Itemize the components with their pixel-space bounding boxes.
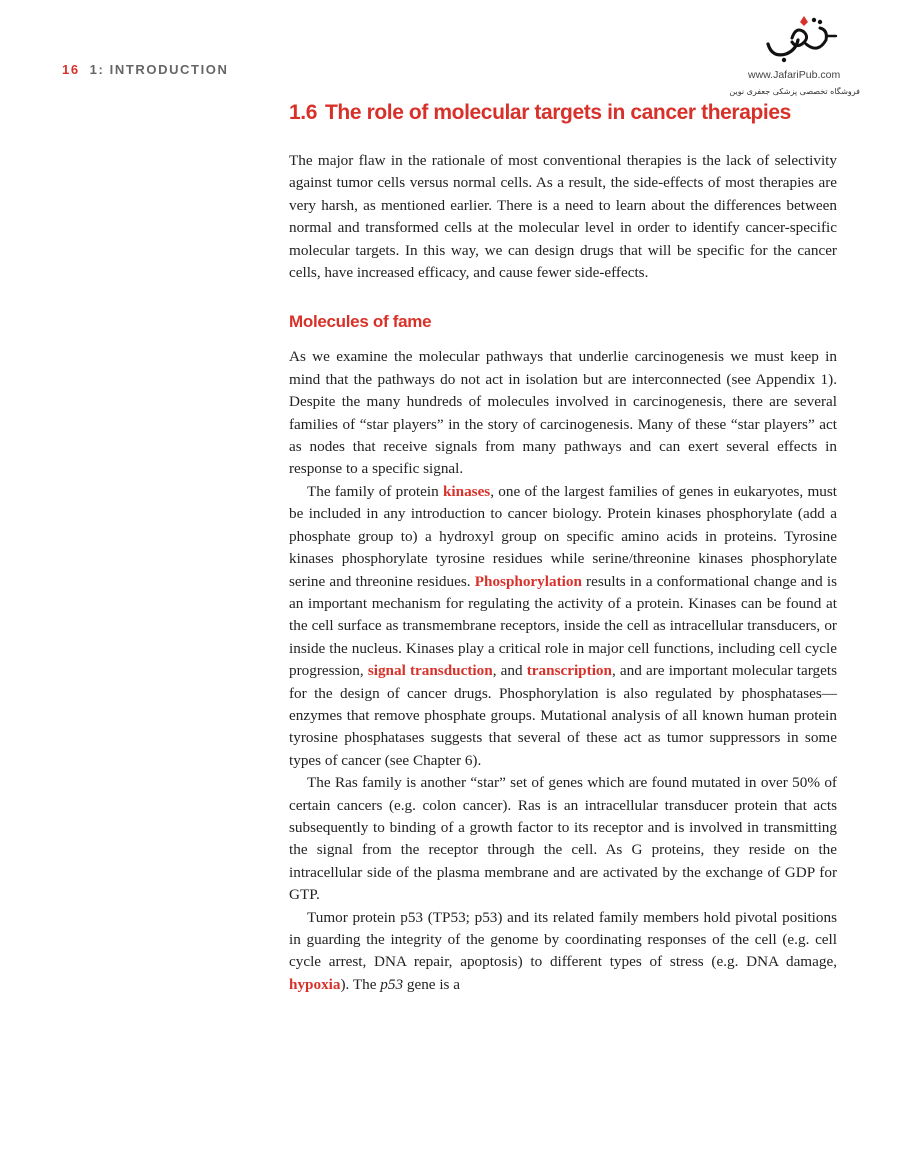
chapter-label: 1: INTRODUCTION <box>89 62 229 77</box>
text-run: , one of the largest families of genes in eukaryotes, must be included in any introduction to cancer biology. Protein kinases phosphorylate (add a phosphate group to) a hydroxyl group on specific amino acids in proteins. Tyrosine kinases phosphorylate tyrosine residues while serine/threonine kinases phosphorylate serine and threonine residues. <box>289 482 837 590</box>
gene-name: p53 <box>380 975 404 993</box>
publisher-shop-name: فروشگاه تخصصی پزشکی جعفری نوین <box>729 87 860 96</box>
keyword-hypoxia: hypoxia <box>289 975 341 993</box>
page-body <box>289 96 837 996</box>
publisher-watermark <box>729 14 860 104</box>
paragraph-3: The Ras family is another “star” set of genes which are found mutated in over 50% of certain cancers (e.g. colon cancer). Ras is an intracellular transducer protein that acts subsequently to binding of a growth factor to its receptor and is involved in transmitting the signal from the receptor through the cell. As G proteins, they reside on the intracellular side of the plasma membrane and are activated by the exchange of GDP for GTP. <box>289 774 837 904</box>
subsection-heading: Molecules of fame <box>289 312 432 332</box>
text-run: The family of protein <box>307 482 443 500</box>
text-run: results in a conformational change and is an important mechanism for regulating the activity of a protein. Kinases can be found at the cell surface as transmembrane receptors, inside the cell as intracellular transducers, or inside the nucleus. Kinases play a critical role in major cell functions, including cell cycle progression, <box>289 572 837 680</box>
text-run: Tumor protein p53 (TP53; p53) and its related family members hold pivotal positions in guarding the integrity of the genome by coordinating responses of the cell (e.g. cell cycle arrest, DNA repair, apoptosis) to different types of stress (e.g. DNA damage, <box>289 908 837 971</box>
keyword-kinases: kinases <box>442 482 491 500</box>
text-run: gene is a <box>403 975 461 993</box>
section-title: The role of molecular targets in cancer therapies <box>325 101 791 124</box>
keyword-transcription: transcription <box>526 662 612 680</box>
intro-paragraph: The major flaw in the rationale of most conventional therapies is the lack of selectivity against tumor cells versus normal cells. As a result, the side-effects of most therapies are very harsh, as mentioned earlier. There is a need to learn about the differences between normal and transformed cells at the molecular level in order to identify cancer-specific molecular targets. In this way, we can design drugs that will be specific for the cancer cells, have increased efficacy, and cause fewer side-effects. <box>289 152 837 282</box>
paragraph-4 <box>289 907 837 997</box>
keyword-signal-transduction: signal transduction <box>367 662 493 680</box>
publisher-url: www.JafariPub.com <box>748 69 841 81</box>
text-run: ). The <box>340 975 381 993</box>
section-number: 1.6 <box>289 101 317 124</box>
page-number: 16 <box>62 62 80 77</box>
keyword-phosphorylation: Phosphorylation <box>474 572 582 590</box>
paragraph-1: As we examine the molecular pathways that underlie carcinogenesis we must keep in mind that the pathways do not act in isolation but are interconnected (see Appendix 1). Despite the many hundreds of molecules involved in carcinogenesis, there are several families of “star players” in the story of carcinogenesis. Many of these “star players” act as nodes that receive signals from many pathways and can exert several effects in response to a specific signal. <box>289 348 837 478</box>
text-run: , and are important molecular targets for the design of cancer drugs. Phosphorylation is also regulated by phosphatases—enzymes that remove phosphate groups. Mutational analysis of all known human protein tyrosine phosphatases suggests that several of these act as tumor suppressors in some types of cancer (see Chapter 6). <box>289 662 837 769</box>
publisher-logo-icon <box>762 14 842 66</box>
text-run: , and <box>492 662 527 680</box>
paragraph-2 <box>289 481 837 772</box>
running-head <box>62 62 229 77</box>
section-heading <box>289 96 837 130</box>
